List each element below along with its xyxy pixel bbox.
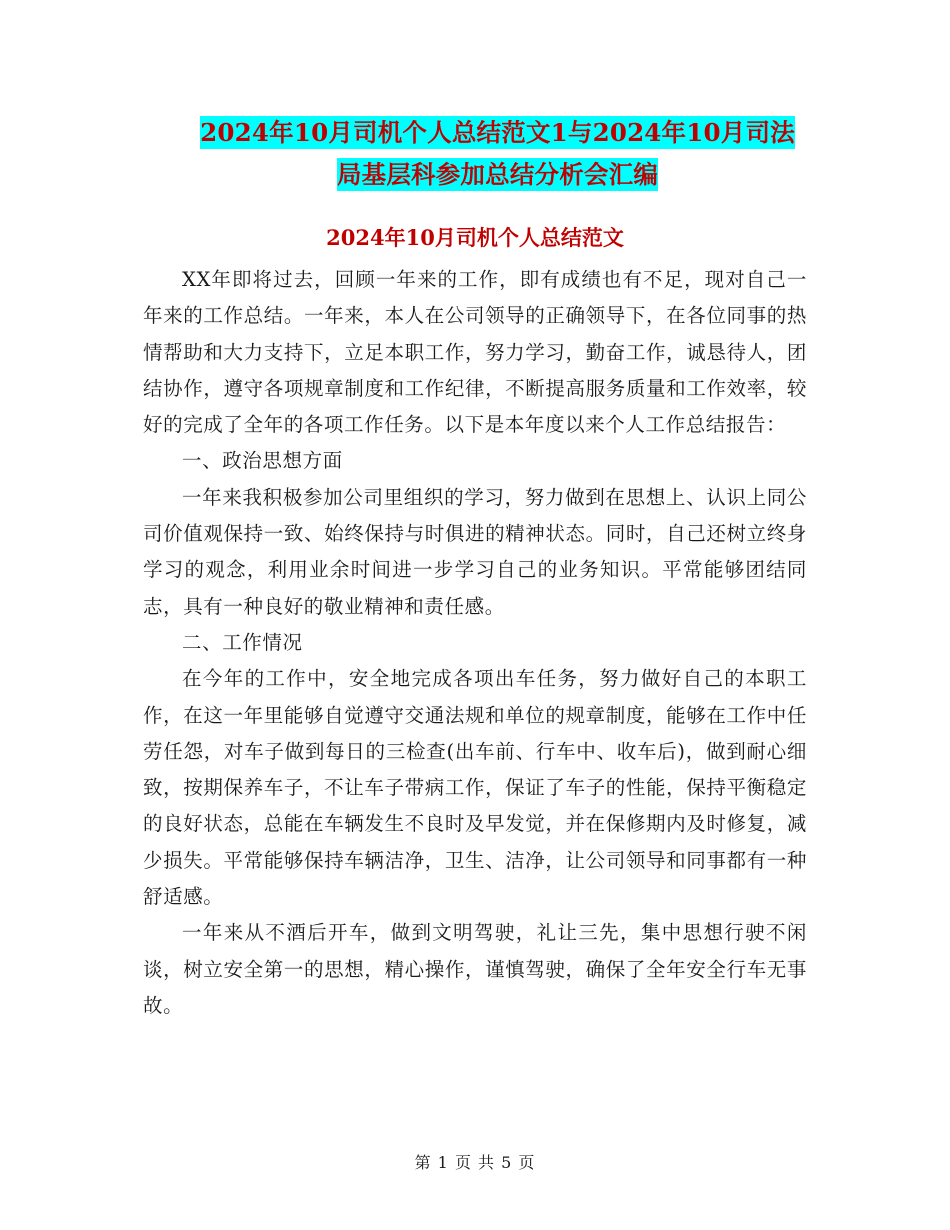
paragraph-intro: XX年即将过去，回顾一年来的工作，即有成绩也有不足，现对自己一年来的工作总结。一年来，本人在公司领导的正确领导下，在各位同事的热情帮助和大力支持下，立足本职工作，努力学习，勤奋工作，诚恳待人，团结协作，遵守各项规章制度和工作纪律，不断提高服务质量和工作效率，较好的完成了全年的各项工作任务。以下是本年度以来个人工作总结报告：: [143, 268, 807, 437]
section-title: 2024年10月司机个人总结范文: [326, 225, 624, 250]
heading-political: 一、政治思想方面: [182, 449, 343, 473]
heading-work: 二、工作情况: [182, 630, 303, 654]
title-line-1: 2024年10月司机个人总结范文1与2024年10月司法: [200, 118, 795, 147]
page-footer: 第 1 页 共 5 页: [414, 1153, 536, 1172]
document-body: [143, 262, 807, 1024]
paragraph-safety: 一年来从不酒后开车，做到文明驾驶，礼让三先，集中思想行驶不闲谈，树立安全第一的思想，精心操作，谨慎驾驶，确保了全年安全行车无事故。: [143, 921, 807, 1017]
paragraph-political: 一年来我积极参加公司里组织的学习，努力做到在思想上、认识上同公司价值观保持一致、始终保持与时俱进的精神状态。同时，自己还树立终身学习的观念，利用业余时间进一步学习自己的业务知识。平常能够团结同志，具有一种良好的敬业精神和责任感。: [143, 485, 807, 618]
document-title: [150, 112, 845, 196]
title-line-2: 局基层科参加总结分析会汇编: [336, 160, 659, 189]
paragraph-work: 在今年的工作中，安全地完成各项出车任务，努力做好自己的本职工作，在这一年里能够自觉遵守交通法规和单位的规章制度，能够在工作中任劳任怨，对车子做到每日的三检查(出车前、行车中、收车后)，做到耐心细致，按期保养车子，不让车子带病工作，保证了车子的性能，保持平衡稳定的良好状态，总能在车辆发生不良时及早发觉，并在保修期内及时修复，减少损失。平常能够保持车辆洁净，卫生、洁净，让公司领导和同事都有一种舒适感。: [143, 667, 807, 909]
